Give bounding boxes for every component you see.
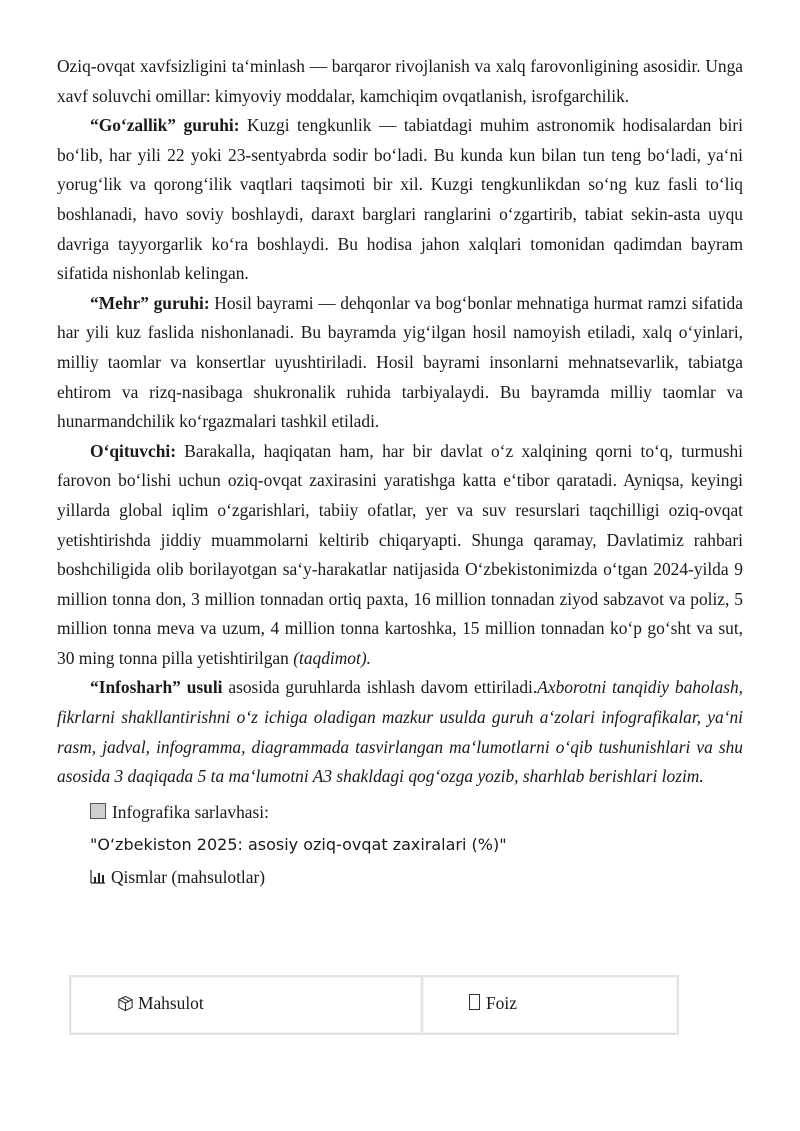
paragraph-intro: Oziq-ovqat xavfsizligini ta‘minlash — barqaror rivojlanish va xalq farovonligining asosidir. Unga xavf soluvchi omillar: kimyoviy moddalar, kamchiqim ovqatlanish, isrofgarchilik. bbox=[57, 56, 743, 106]
gozallik-text: Kuzgi tengkunlik — tabiatdagi muhim astronomik hodisalardan biri bo‘lib, har yili 22 yoki 23-sentyabrda sodir bo‘ladi. Bu kunda kun bilan tun teng bo‘ladi, ya‘ni yorug‘lik va qorong‘ilik vaqtlari taqsimoti bir xil. Kuzgi tengkunlikdan so‘ng kuz fasli to‘liq boshlanadi, havo soviy boshlaydi, daraxt barglari ranglarini o‘zgartirib, tabiat sekin-asta uyqu davriga tayyorgarlik ko‘ra boshlaydi. Bu hodisa jahon xalqlari tomonidan qadimdan bayram sifatida nishonlab kelingan. bbox=[57, 115, 743, 284]
mehr-text: Hosil bayrami — dehqonlar va bog‘bonlar mehnatiga hurmat ramzi sifatida har yili kuz faslida nishonlanadi. Bu bayramda yig‘ilgan hosil namoyish etiladi, xalq o‘yinlari, milliy taomlar va konsertlar uyushtiriladi. Hosil bayrami insonlarni mehnatsevarlik, tabiatga ehtirom va rizq-nasibaga shukronalik ruhida tarbiyalaydi. Bu bayramda milliy taomlar va hunarmandchilik ko‘rgazmalari tashkil etiladi. bbox=[57, 292, 743, 432]
infographic-title-label-line bbox=[57, 796, 743, 828]
speaker-label-teacher: O‘qituvchi: bbox=[90, 440, 176, 461]
missing-glyph-icon bbox=[469, 994, 480, 1010]
infosharh-instructions: Axborotni tanqidiy baholash, fikrlarni shakllantirishni o‘z ichiga oladigan mazkur usulda guruh a‘zolari infografikalar, ya‘ni rasm, jadval, infogramma, diagrammada tasvirlangan ma‘lumotlarni o‘qib tushunishlari va shu asosida 3 daqiqada 5 ta ma‘lumotni A3 shakldagi qog‘ozga yozib, sharhlab berishlari lozim. bbox=[57, 677, 744, 787]
paragraph-gozallik bbox=[57, 111, 743, 289]
package-icon bbox=[117, 995, 134, 1012]
infographic-title-label: Infografika sarlavhasi: bbox=[112, 801, 269, 822]
document-body bbox=[57, 52, 743, 893]
infosharh-text: asosida guruhlarda ishlash davom ettiriladi. bbox=[222, 677, 538, 698]
infographic-parts-label: Qismlar (mahsulotlar) bbox=[111, 866, 266, 887]
table-header-percent-label: Foiz bbox=[486, 993, 517, 1013]
infographic-parts-line bbox=[57, 861, 743, 893]
table-header-product bbox=[70, 976, 422, 1034]
paragraph-mehr bbox=[57, 289, 743, 437]
table-header-percent bbox=[422, 976, 678, 1034]
teacher-note: (taqdimot). bbox=[293, 647, 371, 668]
group-label-gozallik: “Go‘zallik” guruhi: bbox=[90, 115, 240, 136]
paragraph-infosharh bbox=[57, 673, 743, 791]
bar-chart-icon bbox=[90, 869, 106, 884]
group-label-mehr: “Mehr” guruhi: bbox=[90, 292, 210, 313]
infographic-title-value-line bbox=[57, 828, 743, 861]
method-label-infosharh: “Infosharh” usuli bbox=[90, 677, 223, 698]
teacher-text: Barakalla, haqiqatan ham, har bir davlat o‘z xalqining qorni to‘q, turmushi farovon bo‘lishi uchun oziq-ovqat zaxirasini yaratishga katta e‘tibor qaratadi. Ayniqsa, keyingi yillarda global iqlim o‘zgarishlari, tabiiy ofatlar, yer va suv resurslari taqchilligi oziq-ovqat yetishtirishda jiddiy muammolarni keltirib chiqaryapti. Shunga qaramay, Davlatimiz rahbari boshchiligida olib borilayotgan sa‘y-harakatlar natijasida O‘zbekistonimizda o‘tgan 2024-yilda 9 million tonna don, 3 million tonnadan ortiq paxta, 16 million tonnadan ziyod sabzavot va poliz, 5 million tonna meva va uzum, 4 million tonna kartoshka, 15 million tonnadan ko‘p go‘sht va sut, 30 ming tonna pilla yetishtirilgan bbox=[57, 440, 743, 668]
infographic-title-value: "O‘zbekiston 2025: asosiy oziq-ovqat zaxiralari (%)" bbox=[90, 834, 507, 854]
products-table bbox=[69, 975, 679, 1035]
table-header-product-label: Mahsulot bbox=[138, 993, 204, 1013]
square-icon bbox=[90, 803, 106, 819]
table-header-row bbox=[70, 976, 678, 1034]
paragraph-teacher bbox=[57, 437, 743, 674]
